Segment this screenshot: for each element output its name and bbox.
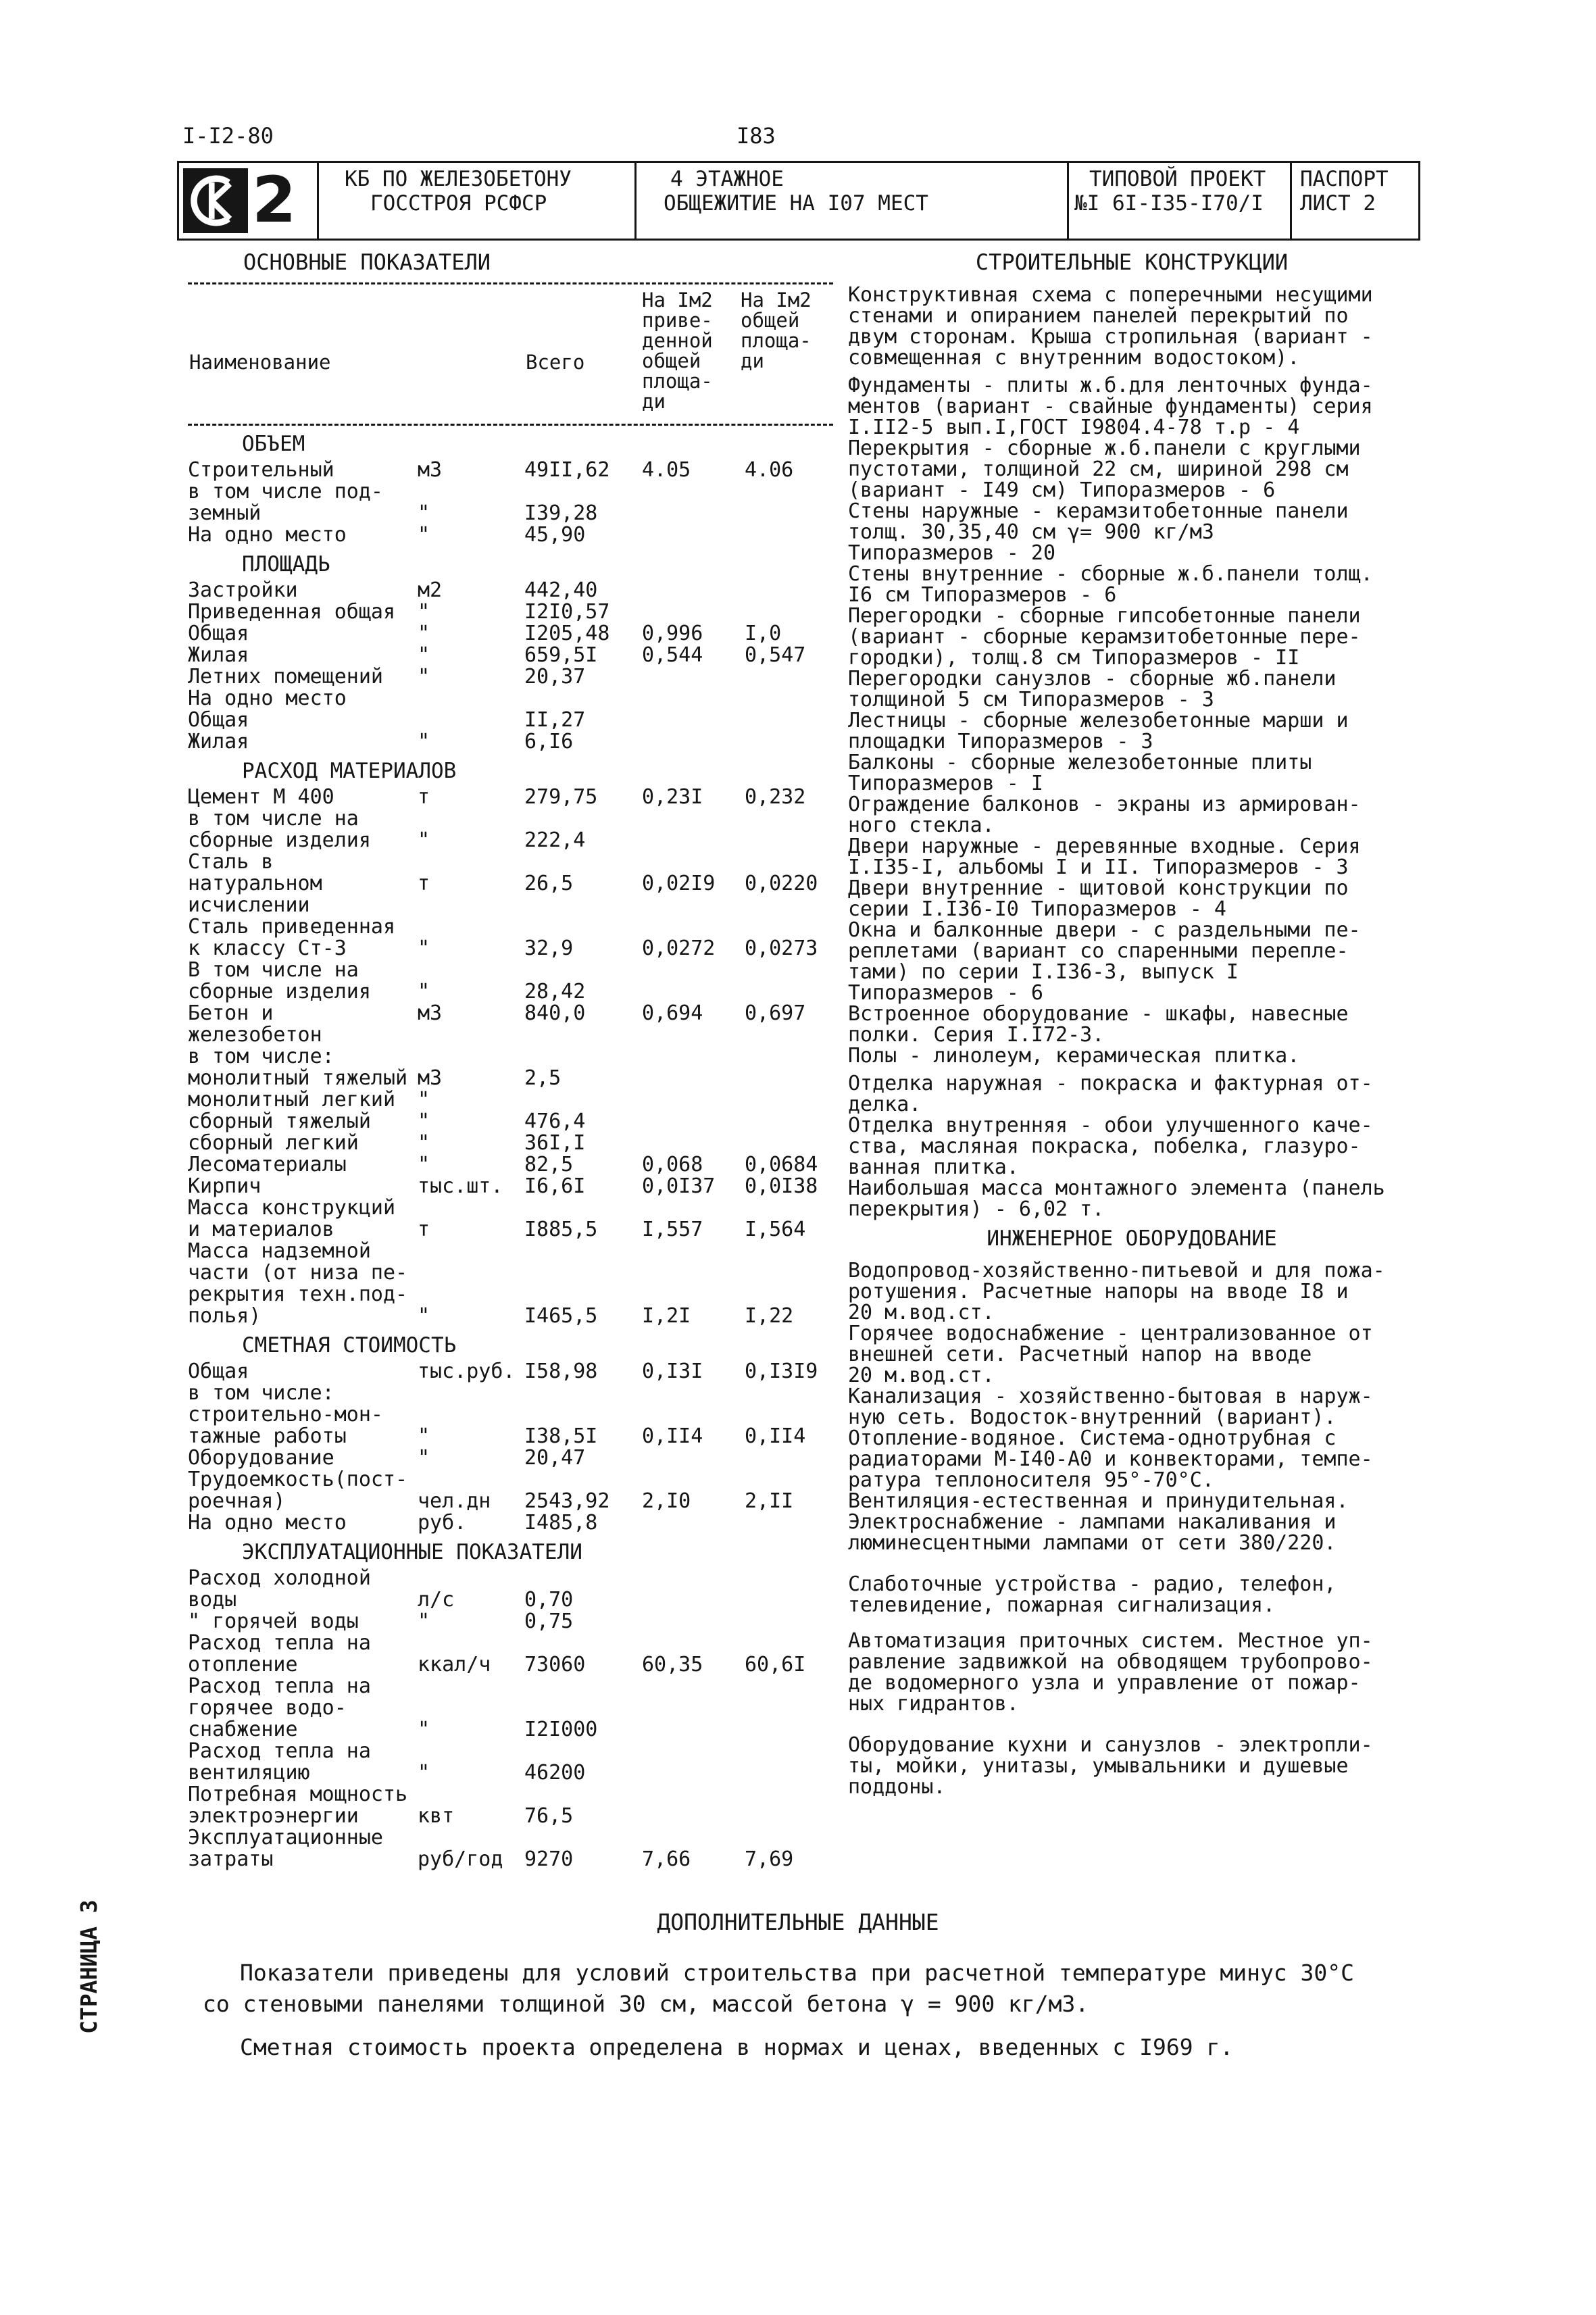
indicator-name: Летних помещений	[188, 665, 383, 689]
indicator-per-total-area: I,564	[745, 1218, 806, 1241]
table-row	[188, 481, 833, 524]
indicator-unit: "	[418, 1718, 430, 1741]
header-per-total-area: На Iм2 общей площа- ди	[741, 289, 812, 372]
indicator-unit: м2	[418, 578, 443, 602]
page-number: I83	[737, 123, 776, 149]
main-indicators-title: ОСНОВНЫЕ ПОКАЗАТЕЛИ	[243, 249, 491, 275]
indicator-unit: т	[418, 785, 430, 809]
table-row	[188, 731, 833, 753]
indicator-name: На одно место	[188, 1511, 347, 1535]
indicator-per-reduced-area: I,2I	[642, 1304, 691, 1328]
indicator-name: сборный легкий	[188, 1131, 359, 1155]
indicator-unit: "	[418, 1424, 430, 1448]
indicator-per-total-area: 0,0I38	[745, 1174, 818, 1198]
indicator-name: На одно место	[188, 523, 347, 547]
indicator-unit: "	[418, 1153, 430, 1176]
sheet-cell	[1290, 163, 1418, 239]
section-title: ПЛОЩАДЬ	[242, 552, 330, 576]
indicator-unit: "	[418, 730, 430, 753]
indicator-per-reduced-area: 7,66	[642, 1847, 691, 1871]
indicator-name: Эксплуатационные затраты	[188, 1826, 383, 1871]
indicator-total: I6,6I	[524, 1174, 586, 1198]
indicator-total: 28,42	[524, 980, 586, 1003]
object-title-line: ОБЩЕЖИТИЕ НА I07 МЕСТ	[664, 191, 928, 216]
indicator-unit: "	[418, 937, 430, 960]
engineering-paragraph: Водопровод-хозяйственно-питьевой и для пожа- ротушения. Расчетные напоры на вводе I8 и 20 м.вод.ст. Горячее водоснабжение - централизованное от внешней сети. Расчетный напор на вводе 20 м.вод.ст. Канализация - хозяйственно-бытовая в наруж- ную сеть. Водосток-внутренний (вариант). Отопление-водяное. Система-однотрубная с радиаторами М-I40-А0 и конвекторами, темпе- ратура теплоносителя 95°-70°С. Вентиляция-естественная и принудительная. Электроснабжение - лампами накаливания и люминесцентными лампами от сети 380/220.	[848, 1259, 1385, 1555]
indicator-unit: "	[418, 1610, 430, 1633]
indicator-name: Масса надземной части (от низа пе- рекрытия техн.под- полья)	[188, 1239, 408, 1328]
indicator-total: 2,5	[524, 1066, 562, 1090]
section-title: СМЕТНАЯ СТОИМОСТЬ	[242, 1333, 457, 1358]
engineering-paragraph: Слаботочные устройства - радио, телефон, телевидение, пожарная сигнализация.	[848, 1572, 1337, 1617]
table-row	[188, 1611, 833, 1633]
project-label: ТИПОВОЙ ПРОЕКТ	[1089, 167, 1266, 191]
organization-cell	[317, 163, 634, 239]
dashed-divider	[188, 424, 833, 426]
section-title: РАСХОД МАТЕРИАЛОВ	[242, 759, 457, 783]
indicator-name: Потребная мощность электроэнергии	[188, 1783, 408, 1828]
indicator-total: 82,5	[524, 1153, 574, 1176]
page-code: I-I2-80	[182, 123, 274, 149]
organization-line: КБ ПО ЖЕЛЕЗОБЕТОНУ	[345, 167, 572, 191]
indicator-total: 840,0	[524, 1001, 586, 1025]
table-row	[188, 1383, 833, 1447]
table-row	[188, 1241, 833, 1327]
project-cell	[1067, 163, 1290, 239]
organization-logo-icon	[183, 168, 248, 233]
indicator-unit: "	[418, 1446, 430, 1470]
indicator-total: 26,5	[524, 872, 574, 895]
indicator-unit: "	[418, 1088, 430, 1112]
table-row	[188, 1111, 833, 1132]
indicator-name: Сталь в натуральном исчислении	[188, 850, 322, 917]
table-row	[188, 1361, 833, 1383]
indicator-name: Строительный	[188, 458, 334, 482]
indicator-total: 0,75	[524, 1610, 574, 1633]
indicator-total: I485,8	[524, 1511, 598, 1535]
indicator-total: 73060	[524, 1653, 586, 1676]
indicator-total: 45,90	[524, 523, 586, 547]
indicator-name: Жилая	[188, 730, 249, 753]
indicator-total: I885,5	[524, 1218, 598, 1241]
indicator-per-total-area: 2,II	[745, 1489, 794, 1513]
table-row	[188, 1154, 833, 1176]
table-row	[188, 851, 833, 916]
indicator-unit: т	[418, 872, 430, 895]
indicator-name: Общая	[188, 708, 249, 732]
indicator-per-total-area: 4.06	[745, 458, 794, 482]
indicator-name: Оборудование	[188, 1446, 334, 1470]
indicator-name: монолитный легкий	[188, 1088, 396, 1112]
indicator-unit: м3	[418, 458, 443, 482]
indicator-total: 20,47	[524, 1446, 586, 1470]
table-row	[188, 1447, 833, 1469]
additional-data-title: ДОПОЛНИТЕЛЬНЫЕ ДАННЫЕ	[657, 1909, 939, 1935]
indicator-name: в том числе под- земный	[188, 480, 383, 525]
indicator-per-reduced-area: 60,35	[642, 1653, 703, 1676]
indicator-unit: "	[418, 1304, 430, 1328]
table-row	[188, 916, 833, 960]
indicator-total: 32,9	[524, 937, 574, 960]
indicator-name: Общая	[188, 1360, 249, 1383]
indicator-name: в том числе: монолитный тяжелый	[188, 1045, 408, 1090]
indicator-unit: "	[418, 643, 430, 667]
table-row	[188, 808, 833, 851]
main-indicators-column	[188, 249, 833, 1870]
table-row	[188, 1676, 833, 1741]
table-row	[188, 623, 833, 645]
indicator-unit: "	[418, 501, 430, 525]
indicator-per-total-area: 0,232	[745, 785, 806, 809]
indicator-name: На одно место	[188, 687, 347, 710]
indicator-unit: "	[418, 1761, 430, 1785]
indicator-unit: руб/год	[418, 1847, 503, 1871]
object-title-cell	[634, 163, 1067, 239]
indicator-table	[188, 431, 833, 1870]
additional-data-line: Показатели приведены для условий строительства при расчетной температуре минус 30°С	[240, 1960, 1355, 1986]
table-row	[188, 1089, 833, 1111]
dashed-divider	[188, 282, 833, 284]
table-row	[188, 459, 833, 481]
indicator-total: 20,37	[524, 665, 586, 689]
additional-data-line: со стеновыми панелями толщиной 30 см, массой бетона γ = 900 кг/м3.	[203, 1991, 1089, 2017]
indicator-name: Общая	[188, 622, 249, 645]
indicator-name: Бетон и железобетон	[188, 1001, 322, 1047]
indicator-name: Лесоматериалы	[188, 1153, 347, 1176]
indicator-unit: "	[418, 523, 430, 547]
indicator-unit: "	[418, 1110, 430, 1133]
indicator-total: 76,5	[524, 1804, 574, 1828]
indicator-name: в том числе на сборные изделия	[188, 807, 371, 852]
indicator-per-total-area: 0,II4	[745, 1424, 806, 1448]
indicator-unit: "	[418, 828, 430, 852]
table-row	[188, 787, 833, 808]
indicator-per-reduced-area: 0,694	[642, 1001, 703, 1025]
indicator-per-reduced-area: 2,I0	[642, 1489, 691, 1513]
indicator-name: Расход тепла на вентиляцию	[188, 1739, 371, 1785]
indicator-unit: л/с	[418, 1588, 455, 1612]
indicator-per-total-area: 0,547	[745, 643, 806, 667]
indicator-per-reduced-area: I,557	[642, 1218, 703, 1241]
indicator-name: Застройки	[188, 578, 298, 602]
indicator-name: Расход холодной воды	[188, 1566, 371, 1612]
table-row	[188, 1633, 833, 1676]
structures-paragraph: Конструктивная схема с поперечными несущими стенами и опиранием панелей перекрытий по двум сторонам. Крыша стропильная (вариант - совмещенная с внутренним водостоком).	[848, 283, 1373, 370]
indicator-name: Сталь приведенная к классу Ст-3	[188, 915, 396, 960]
indicator-per-reduced-area: 0,0I37	[642, 1174, 716, 1198]
indicator-per-reduced-area: 0,02I9	[642, 872, 716, 895]
engineering-title: ИНЖЕНЕРНОЕ ОБОРУДОВАНИЕ	[987, 1226, 1277, 1251]
indicator-per-reduced-area: 0,544	[642, 643, 703, 667]
indicator-name: Жилая	[188, 643, 249, 667]
table-row	[188, 1176, 833, 1197]
indicator-unit: квт	[418, 1804, 455, 1828]
table-row	[188, 1741, 833, 1784]
indicator-total: I2I0,57	[524, 600, 610, 624]
indicator-total: 279,75	[524, 785, 598, 809]
indicator-per-total-area: 0,697	[745, 1001, 806, 1025]
indicator-total: 9270	[524, 1847, 574, 1871]
title-block	[177, 161, 1420, 241]
indicator-total: 46200	[524, 1761, 586, 1785]
indicator-unit: тыс.руб.	[418, 1360, 516, 1383]
table-row	[188, 666, 833, 688]
table-row	[188, 580, 833, 601]
table-row	[188, 524, 833, 546]
indicator-unit: "	[418, 1131, 430, 1155]
table-header	[188, 290, 833, 418]
indicator-name: Масса конструкций и материалов	[188, 1196, 396, 1241]
indicator-per-total-area: 0,0684	[745, 1153, 818, 1176]
indicator-per-reduced-area: 0,0272	[642, 937, 716, 960]
project-number: №I 6I-I35-I70/I	[1074, 191, 1264, 216]
indicator-unit: м3	[418, 1001, 443, 1025]
indicator-per-reduced-area: 0,23I	[642, 785, 703, 809]
indicator-per-reduced-area: 0,II4	[642, 1424, 703, 1448]
table-row	[188, 1827, 833, 1870]
page-side-label: СТРАНИЦА 3	[76, 1899, 102, 2034]
indicator-per-total-area: 60,6I	[745, 1653, 806, 1676]
object-title-line: 4 ЭТАЖНОЕ	[670, 167, 784, 191]
table-row	[188, 688, 833, 710]
indicator-per-reduced-area: 0,996	[642, 622, 703, 645]
table-row	[188, 960, 833, 1003]
indicator-name: сборный тяжелый	[188, 1110, 371, 1133]
indicator-per-total-area: 7,69	[745, 1847, 794, 1871]
table-row	[188, 1132, 833, 1154]
indicator-name: Приведенная общая	[188, 600, 396, 624]
indicator-per-reduced-area: 4.05	[642, 458, 691, 482]
indicator-per-total-area: 0,I3I9	[745, 1360, 818, 1383]
indicator-per-total-area: 0,0273	[745, 937, 818, 960]
indicator-total: I465,5	[524, 1304, 598, 1328]
indicator-total: 222,4	[524, 828, 586, 852]
structures-column	[848, 249, 1416, 1804]
table-row	[188, 1784, 833, 1827]
header-total: Всего	[526, 351, 585, 374]
additional-data-line: Сметная стоимость проекта определена в нормах и ценах, введенных с I969 г.	[240, 2034, 1234, 2060]
indicator-name: Трудоемкость(пост- роечная)	[188, 1468, 408, 1513]
section-title: ОБЪЕМ	[242, 432, 305, 456]
table-row	[188, 601, 833, 623]
table-row	[188, 645, 833, 666]
header-per-reduced-area: На Iм2 приве- денной общей площа- ди	[642, 289, 713, 413]
table-row	[188, 1512, 833, 1534]
indicator-unit: "	[418, 980, 430, 1003]
indicator-total: II,27	[524, 708, 586, 732]
indicator-name: в том числе: строительно-мон- тажные работы	[188, 1381, 383, 1448]
indicator-unit: ккал/ч	[418, 1653, 491, 1676]
table-row	[188, 1469, 833, 1512]
indicator-total: 6,I6	[524, 730, 574, 753]
indicator-total: I58,98	[524, 1360, 598, 1383]
logo-number: 2	[252, 164, 297, 237]
indicator-per-total-area: 0,0220	[745, 872, 818, 895]
indicator-unit: м3	[418, 1066, 443, 1090]
sheet-number: ЛИСТ 2	[1300, 191, 1376, 216]
indicator-unit: руб.	[418, 1511, 467, 1535]
engineering-paragraph: Автоматизация приточных систем. Местное уп- равление задвижкой на обводящем трубопрово- де водомерного узла и управление от пожар- ных гидрантов.	[848, 1629, 1373, 1716]
indicator-name: Расход тепла на отопление	[188, 1631, 371, 1676]
indicator-total: 476,4	[524, 1110, 586, 1133]
table-row	[188, 1046, 833, 1089]
section-title: ЭКСПЛУАТАЦИОННЫЕ ПОКАЗАТЕЛИ	[242, 1540, 582, 1564]
indicator-name: Цемент М 400	[188, 785, 334, 809]
indicator-name: Кирпич	[188, 1174, 261, 1198]
indicator-per-total-area: I,22	[745, 1304, 794, 1328]
indicator-total: I2I000	[524, 1718, 598, 1741]
indicator-total: I39,28	[524, 501, 598, 525]
table-row	[188, 1568, 833, 1611]
structures-paragraph: Фундаменты - плиты ж.б.для ленточных фунда- ментов (вариант - свайные фундаменты) серия I.II2-5 вып.I,ГОСТ I9804.4-78 т.р - 4 Перекрытия - сборные ж.б.панели с круглыми пустотами, толщиной 22 см, шириной 298 см (вариант - I49 см) Типоразмеров - 6 Стены наружные - керамзитобетонные панели толщ. 30,35,40 см γ= 900 кг/м3 Типоразмеров - 20 Стены внутренние - сборные ж.б.панели толщ. I6 см Типоразмеров - 6 Перегородки - сборные гипсобетонные панели (вариант - сборные керамзитобетонные пере- городки), толщ.8 см Типоразмеров - II Перегородки санузлов - сборные жб.панели толщиной 5 см Типоразмеров - 3 Лестницы - сборные железобетонные марши и площадки Типоразмеров - 3 Балконы - сборные железобетонные плиты Типоразмеров - I Ограждение балконов - экраны из армирован- ного стекла. Двери наружные - деревянные входные. Серия I.I35-I, альбомы I и II. Типоразмеров - 3 Двери внутренние - щитовой конструкции по серии I.I36-I0 Типоразмеров - 4 Окна и балконные двери - с раздельными пе- реплетами (вариант со спаренными переплe- тами) по серии I.I36-3, выпуск I Типоразмеров - 6 Встроенное оборудование - шкафы, навесные полки. Серия I.I72-3. Полы - линолеум, керамическая плитка.	[848, 374, 1373, 1068]
indicator-name: В том числе на сборные изделия	[188, 958, 371, 1003]
indicator-total: 49II,62	[524, 458, 610, 482]
indicator-total: I38,5I	[524, 1424, 598, 1448]
logo	[179, 163, 317, 239]
sheet-label: ПАСПОРТ	[1300, 167, 1389, 191]
indicator-per-reduced-area: 0,068	[642, 1153, 703, 1176]
indicator-per-total-area: I,0	[745, 622, 782, 645]
table-row	[188, 1003, 833, 1046]
indicator-unit: "	[418, 665, 430, 689]
table-row	[188, 710, 833, 731]
header-name: Наименование	[189, 351, 331, 374]
table-row	[188, 1197, 833, 1241]
engineering-paragraph: Оборудование кухни и санузлов - электропли- ты, мойки, унитазы, умывальники и душевые поддоны.	[848, 1733, 1373, 1799]
indicator-unit: тыс.шт.	[418, 1174, 503, 1198]
indicator-per-reduced-area: 0,I3I	[642, 1360, 703, 1383]
indicator-unit: "	[418, 600, 430, 624]
indicator-total: 36I,I	[524, 1131, 586, 1155]
indicator-total: I205,48	[524, 622, 610, 645]
indicator-name: " горячей воды	[188, 1610, 359, 1633]
indicator-total: 2543,92	[524, 1489, 610, 1513]
structures-title: СТРОИТЕЛЬНЫЕ КОНСТРУКЦИИ	[975, 249, 1289, 275]
indicator-unit: чел.дн	[418, 1489, 491, 1513]
indicator-name: Расход тепла на горячее водо- снабжение	[188, 1674, 371, 1741]
indicator-unit: т	[418, 1218, 430, 1241]
indicator-total: 442,40	[524, 578, 598, 602]
indicator-unit: "	[418, 622, 430, 645]
structures-paragraph: Отделка наружная - покраска и фактурная от- делка. Отделка внутренняя - обои улучшенного каче- ства, масляная покраска, побелка, глазуро- ванная плитка. Наибольшая масса монтажного элемента (панель перекрытия) - 6,02 т.	[848, 1072, 1385, 1221]
organization-line: ГОССТРОЯ РСФСР	[370, 191, 547, 216]
indicator-total: 659,5I	[524, 643, 598, 667]
indicator-total: 0,70	[524, 1588, 574, 1612]
